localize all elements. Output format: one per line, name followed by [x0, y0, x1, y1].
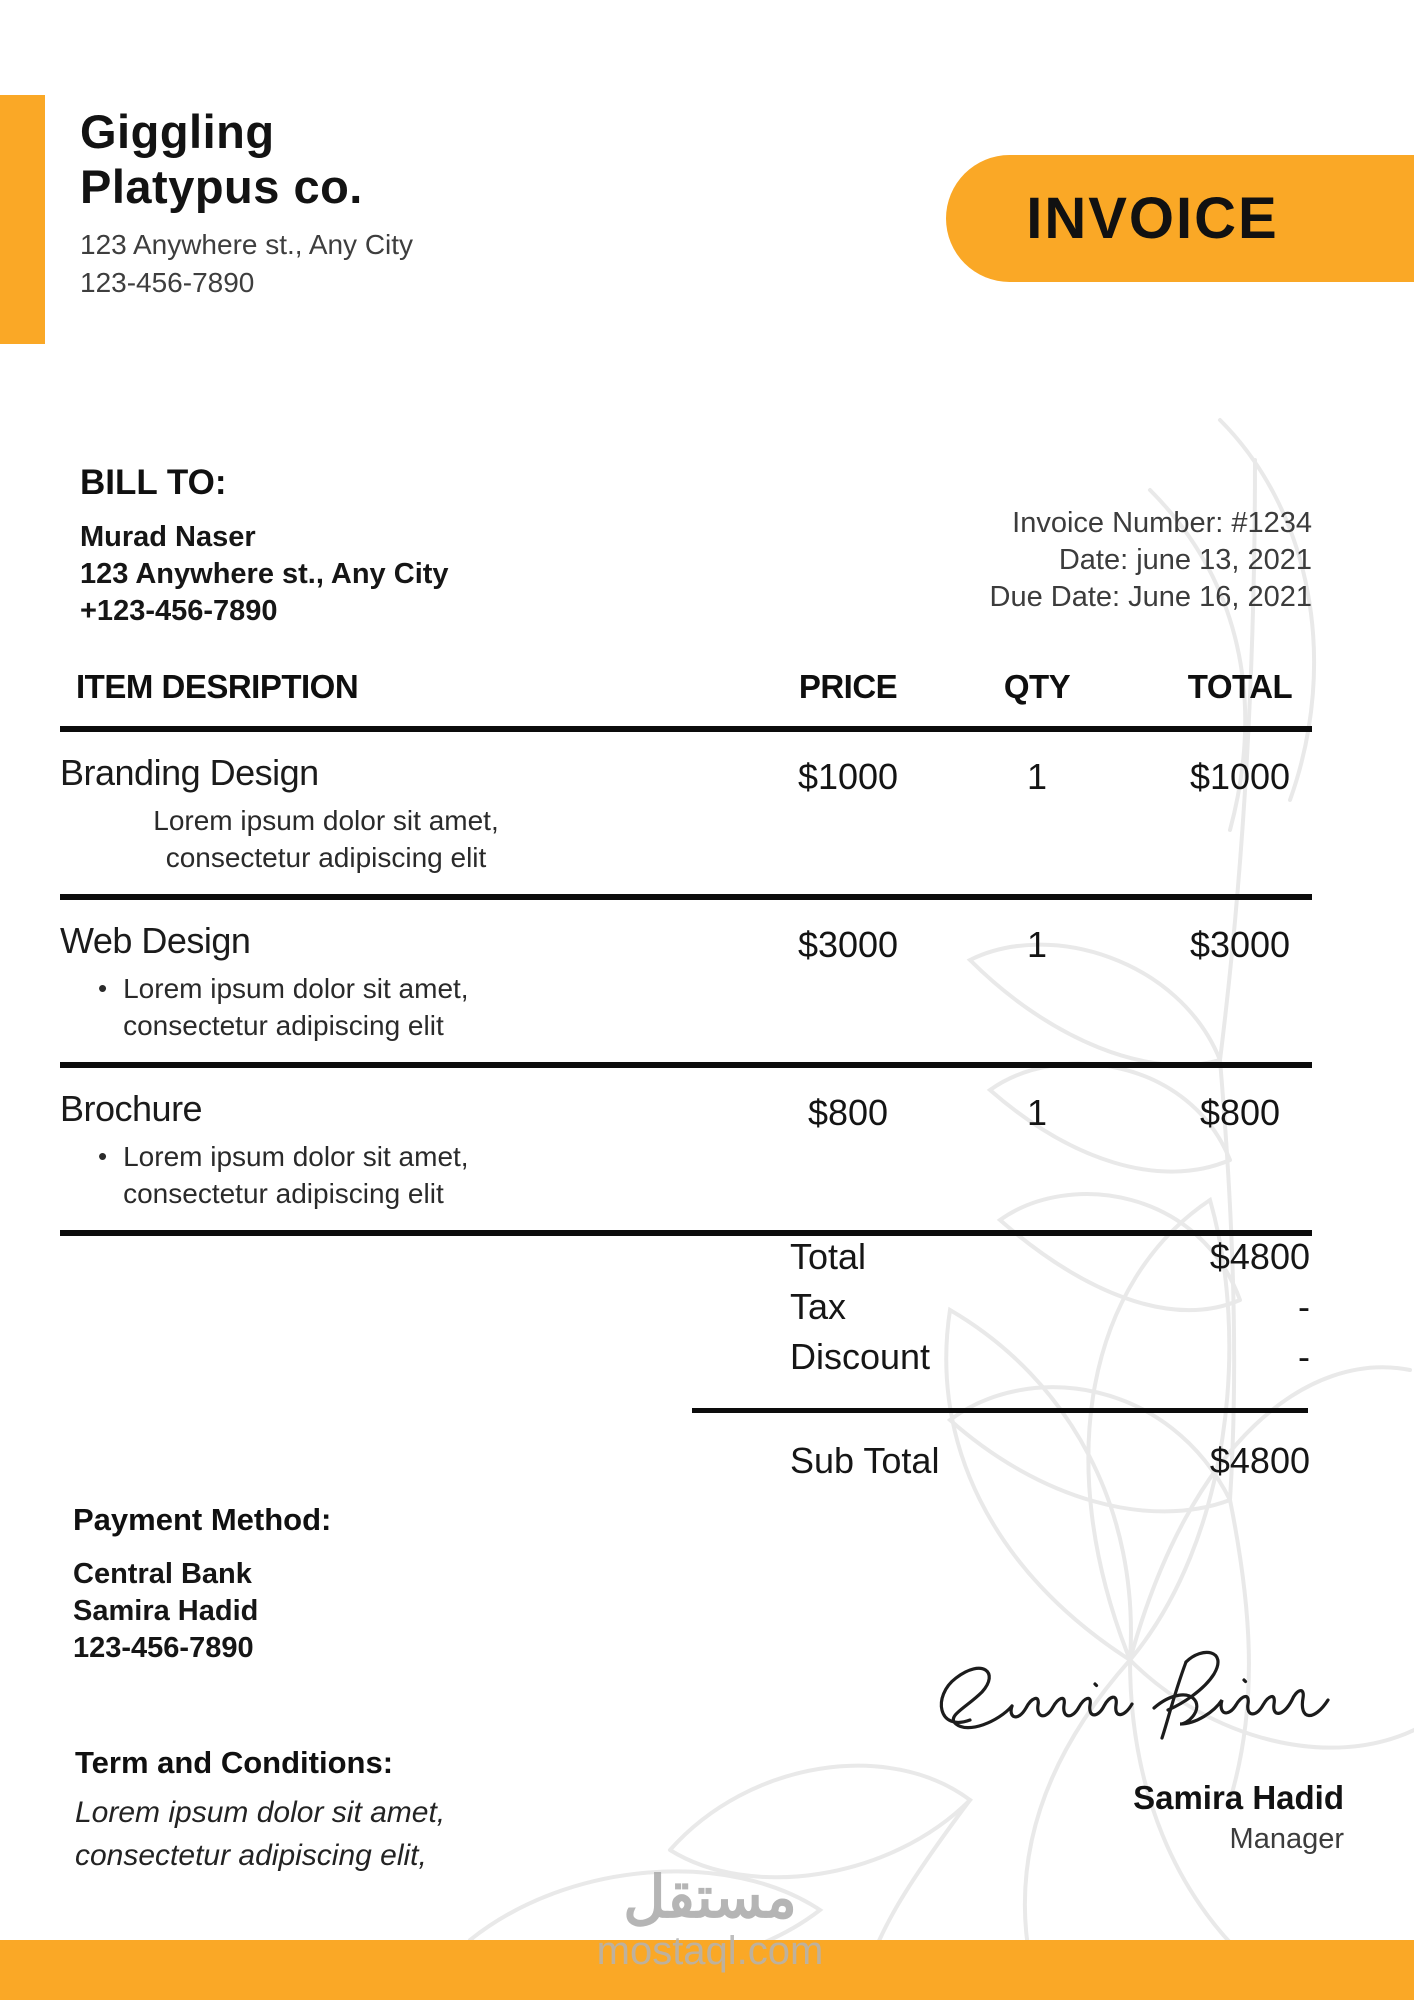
summary-tax-label: Tax — [790, 1286, 847, 1327]
summary-discount-label: Discount — [790, 1336, 931, 1377]
bullet-icon: • — [98, 973, 108, 1003]
header-price: PRICE — [798, 668, 898, 705]
invoice-meta — [990, 505, 1312, 616]
summary-total-label: Total — [790, 1236, 867, 1277]
table-row — [60, 900, 1312, 1068]
signature-script — [924, 1628, 1344, 1768]
item-qty: 1 — [1026, 924, 1048, 965]
invoice-badge-label: INVOICE — [1026, 186, 1279, 251]
item-name: Branding Design — [60, 752, 319, 793]
invoice-due-date: Due Date: June 16, 2021 — [989, 581, 1312, 613]
item-description: • Lorem ipsum dolor sit amet, consectetur adipiscing elit — [60, 1138, 700, 1212]
header-qty: QTY — [1003, 668, 1071, 705]
payment-account-name: Samira Hadid — [73, 1595, 259, 1627]
bill-to-phone: +123-456-7890 — [80, 595, 278, 627]
company-header — [80, 104, 413, 302]
bullet-icon: • — [98, 1141, 108, 1171]
table-row — [60, 732, 1312, 900]
subtotal-divider — [692, 1408, 1308, 1413]
subtotal-value: $4800 — [1209, 1440, 1310, 1481]
accent-bar-left — [0, 95, 45, 344]
terms-section — [75, 1745, 575, 1877]
summary-discount-row — [790, 1332, 1310, 1382]
item-price: $800 — [807, 1092, 889, 1133]
table-row — [60, 1068, 1312, 1236]
site-watermark — [480, 1865, 940, 1973]
payment-phone: 123-456-7890 — [73, 1632, 254, 1664]
summary-tax-value: - — [1298, 1286, 1310, 1327]
summary-discount-value: - — [1298, 1336, 1310, 1377]
item-total: $3000 — [1189, 924, 1291, 965]
subtotal-label: Sub Total — [790, 1440, 940, 1481]
signature-title: Manager — [1229, 1823, 1344, 1855]
item-description: Lorem ipsum dolor sit amet, consectetur adipiscing elit — [153, 805, 499, 873]
header-item-description: ITEM DESRIPTION — [76, 668, 359, 705]
subtotal-row — [790, 1440, 1310, 1482]
summary-total-value: $4800 — [1209, 1236, 1310, 1277]
summary-section — [790, 1232, 1310, 1382]
bill-to-name: Murad Naser — [80, 521, 256, 553]
bill-to-section — [80, 463, 449, 630]
bill-to-heading: BILL TO: — [80, 463, 227, 502]
signature-block — [784, 1628, 1344, 1856]
invoice-date: Date: june 13, 2021 — [1058, 544, 1312, 576]
item-name: Brochure — [60, 1088, 203, 1129]
company-phone: 123-456-7890 — [80, 267, 255, 298]
invoice-number: Invoice Number: #1234 — [1012, 507, 1312, 539]
company-name-line1: Giggling — [80, 105, 275, 158]
terms-heading: Term and Conditions: — [75, 1745, 394, 1780]
item-price: $3000 — [797, 924, 899, 965]
invoice-badge — [946, 155, 1414, 282]
payment-method-heading: Payment Method: — [73, 1502, 332, 1537]
bill-to-address: 123 Anywhere st., Any City — [80, 558, 449, 590]
item-price: $1000 — [797, 756, 899, 797]
header-total: TOTAL — [1187, 668, 1293, 705]
table-header-row — [60, 668, 1312, 732]
summary-total-row — [790, 1232, 1310, 1282]
item-total: $1000 — [1189, 756, 1291, 797]
site-watermark-arabic: مستقل — [623, 1865, 797, 1930]
terms-text: Lorem ipsum dolor sit amet, consectetur adipiscing elit, — [75, 1796, 446, 1872]
company-address: 123 Anywhere st., Any City — [80, 229, 414, 260]
payment-bank: Central Bank — [73, 1558, 252, 1590]
item-qty: 1 — [1026, 1092, 1048, 1133]
item-qty: 1 — [1026, 756, 1048, 797]
company-name-line2: Platypus co. — [80, 160, 363, 213]
items-table — [60, 668, 1312, 1236]
item-total: $800 — [1199, 1092, 1281, 1133]
payment-method-section — [73, 1502, 331, 1667]
item-description: • Lorem ipsum dolor sit amet, consectetur adipiscing elit — [60, 970, 700, 1044]
signature-name: Samira Hadid — [1133, 1779, 1344, 1816]
site-watermark-url: mostaql.com — [596, 1929, 824, 1973]
item-name: Web Design — [60, 920, 251, 961]
summary-tax-row — [790, 1282, 1310, 1332]
